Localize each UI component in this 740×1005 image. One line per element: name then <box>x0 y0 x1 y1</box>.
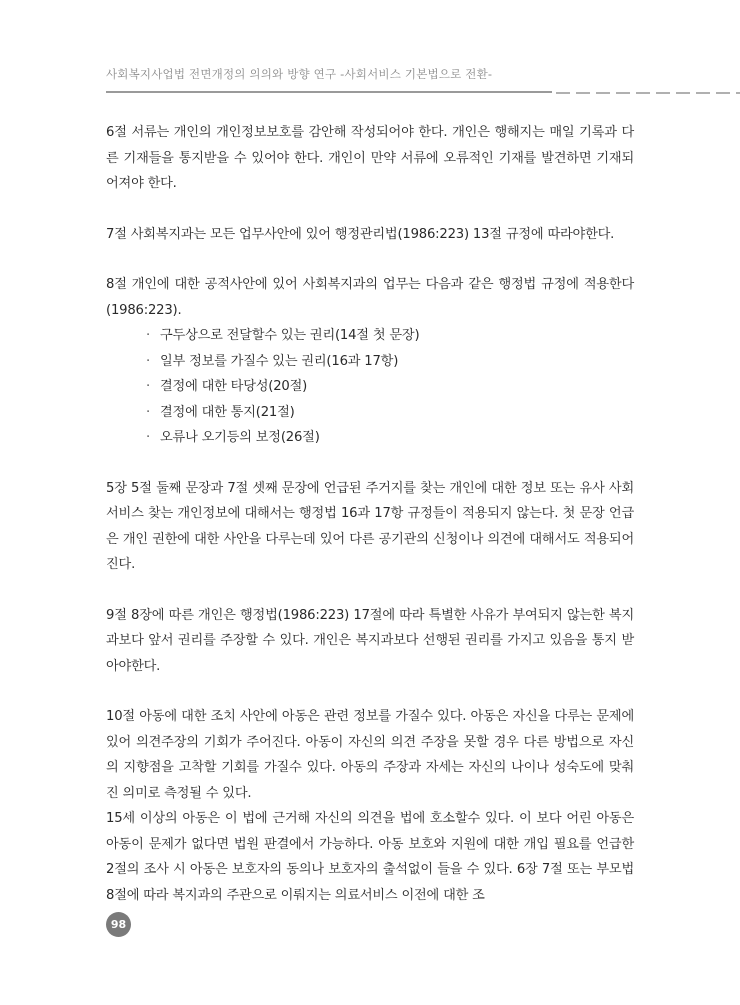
paragraph-section-9: 9절 8장에 따른 개인은 행정법(1986:223) 17절에 따라 특별한 사유가 부여되지 않는한 복지과보다 앞서 권리를 주장할 수 있다. 개인은 복지과보다 선행된 권리를 가지고 있음을 통지 받아야한다. <box>106 607 634 674</box>
list-item-text: 일부 정보를 가질수 있는 권리(16과 17항) <box>160 353 399 369</box>
list-item <box>146 349 634 375</box>
header-rule <box>106 91 740 97</box>
list-item-text: 결정에 대한 통지(21절) <box>160 404 295 420</box>
running-header <box>106 66 740 82</box>
header-rule-solid <box>106 91 552 93</box>
paragraph-age-15: 15세 이상의 아동은 이 법에 근거해 자신의 의견을 법에 호소할수 있다. 이 보다 어린 아동은 아동이 문제가 없다면 법원 판결에서 가능하다. 아동 보호와 지원에 대한 개입 필요를 언급한 2절의 조사 시 아동은 보호자의 동의나 보호자의 출석없이 들을 수 있다. 6장 7절 또는 부모법 8절에 따라 복지과의 주관으로 이뤄지는 의료서비스 이전에 대한 조 <box>106 811 634 903</box>
header-title: 사회복지사업법 전면개정의 의의와 방향 연구 -사회서비스 기본법으로 전환- <box>106 67 493 81</box>
paragraph-gap <box>106 197 634 222</box>
paragraph-section-7: 7절 사회복지과는 모든 업무사안에 있어 행정관리법(1986:223) 13절 규정에 따라야한다. <box>106 226 615 242</box>
paragraph-gap <box>106 451 634 476</box>
bullet-marker: · <box>146 430 150 445</box>
paragraph-section-10: 10절 아동에 대한 조치 사안에 아동은 관련 정보를 가질수 있다. 아동은 자신을 다루는 문제에 있어 의견주장의 기회가 주어진다. 아동이 자신의 의견 주장을 못할 경우 다른 방법으로 자신의 지향점을 고착할 기회를 가질수 있다. 아동의 주장과 자세는 자신의 나이나 성숙도에 맞춰진 의미로 측정될 수 있다. <box>106 709 634 801</box>
paragraph-section-8: 8절 개인에 대한 공적사안에 있어 사회복지과의 업무는 다음과 같은 행정법 규정에 적용한다(1986:223). <box>106 277 634 318</box>
list-item <box>146 400 634 426</box>
paragraph-section-6: 6절 서류는 개인의 개인정보보호를 감안해 작성되어야 한다. 개인은 행해지는 매일 기록과 다른 기재들을 통지받을 수 있어야 한다. 개인이 만약 서류에 오류적인 기재를 발견하면 기재되어져야 한다. <box>106 125 634 191</box>
body-text <box>106 120 634 908</box>
bullet-list <box>106 323 634 451</box>
bullet-marker: · <box>146 353 150 369</box>
list-item-text: 오류나 오기등의 보정(26절) <box>160 430 320 445</box>
list-item-text: 결정에 대한 타당성(20절) <box>160 379 308 394</box>
page-number-badge: 98 <box>106 912 131 937</box>
list-item <box>146 323 634 349</box>
list-item <box>146 374 634 400</box>
header-rule-dashes <box>556 92 740 94</box>
paragraph-gap <box>106 247 634 272</box>
list-item <box>146 425 634 451</box>
paragraph-gap <box>106 578 634 603</box>
bullet-marker: · <box>146 404 150 420</box>
list-item-text: 구두상으로 전달할수 있는 권리(14절 첫 문장) <box>160 328 420 343</box>
paragraph-gap <box>106 679 634 704</box>
paragraph-chapter-5: 5장 5절 둘째 문장과 7절 셋째 문장에 언급된 주거지를 찾는 개인에 대한 정보 또는 유사 사회서비스 찾는 개인정보에 대해서는 행정법 16과 17항 규정들이 적용되지 않는다. 첫 문장 언급은 개인 권한에 대한 사안을 다루는데 있어 다른 공기관의 신청이나 의견에 대해서도 적용되어진다. <box>106 480 634 572</box>
bullet-marker: · <box>146 379 150 394</box>
bullet-marker: · <box>146 328 150 343</box>
